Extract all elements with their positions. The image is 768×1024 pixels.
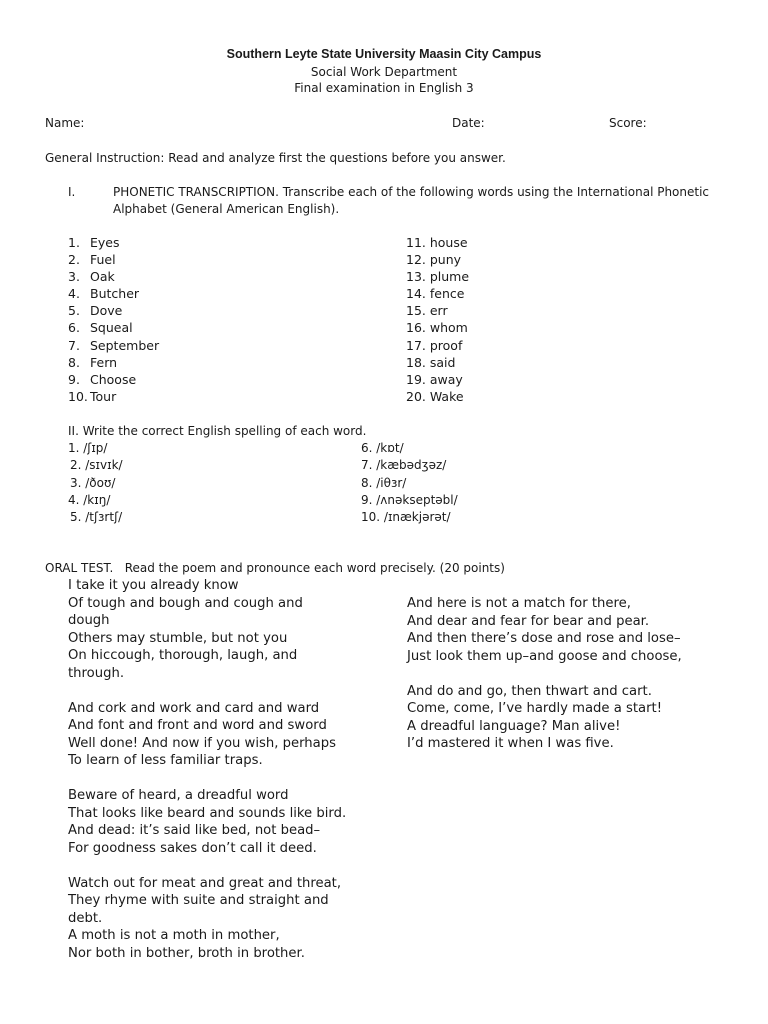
item-word: Squeal — [90, 320, 133, 336]
poem-line: Well done! And now if you wish, perhaps — [68, 735, 336, 751]
list-item: 12. puny — [406, 252, 462, 268]
list-item — [68, 388, 159, 405]
item-number: 5. — [68, 303, 80, 319]
list-item: 3. /ðoʊ/ — [70, 475, 116, 490]
poem-line: And font and front and word and sword — [68, 718, 327, 733]
part2-ipa-list-right — [361, 440, 458, 526]
list-item — [68, 354, 159, 371]
poem-line: dough — [68, 613, 110, 628]
item-number: 10. — [68, 388, 88, 404]
list-item: 19. away — [406, 371, 463, 387]
poem-line: A dreadful language? Man alive! — [407, 718, 621, 734]
list-item: 6. /kɒt/ — [361, 441, 404, 455]
list-item: 1. /ʃɪp/ — [68, 441, 108, 455]
poem-line: And dead: it’s said like bed, not bead– — [68, 823, 321, 838]
poem-line: And here is not a match for there, — [407, 596, 631, 611]
list-item: 16. whom — [406, 320, 468, 336]
stanza-gap — [68, 682, 346, 700]
item-word: September — [90, 337, 160, 353]
part1-word-list-right — [406, 234, 469, 405]
part1-word-list-left — [68, 234, 159, 405]
list-item: 2. /sɪvɪk/ — [70, 458, 123, 473]
poem-line: To learn of less familiar traps. — [68, 753, 263, 768]
part2-instruction: II. Write the correct English spelling of each word. — [68, 424, 367, 438]
poem-line: And then there’s dose and rose and lose– — [407, 631, 681, 646]
list-item: 8. /iθɜr/ — [361, 475, 407, 490]
list-item — [68, 251, 159, 268]
list-item: 4. /kɪŋ/ — [68, 492, 111, 507]
item-number: 3. — [68, 269, 80, 285]
item-word: Butcher — [90, 286, 140, 302]
list-item: 13. plume — [406, 269, 470, 285]
item-number: 2. — [68, 252, 80, 268]
list-item — [68, 319, 159, 336]
list-item: 11. house — [406, 235, 468, 250]
poem-line: And do and go, then thwart and cart. — [407, 683, 652, 699]
item-number: 1. — [68, 235, 80, 250]
list-item: 9. /ʌnəkseptəbl/ — [361, 492, 458, 507]
list-item — [68, 285, 159, 302]
oral-test-instruction: ORAL TEST. Read the poem and pronounce each word precisely. (20 points) — [45, 561, 505, 575]
poem-line: I’d mastered it when I was five. — [407, 736, 614, 751]
list-item — [68, 337, 159, 354]
list-item — [68, 371, 159, 388]
item-number: 4. — [68, 286, 80, 302]
item-word: Fuel — [90, 252, 116, 268]
exam-title: Final examination in English 3 — [294, 81, 474, 95]
poem-left-column — [68, 577, 346, 962]
name-label: Name: — [45, 116, 85, 130]
item-word: Dove — [90, 303, 123, 319]
poem-line: Others may stumble, but not you — [68, 630, 288, 646]
part1-instruction-line1: PHONETIC TRANSCRIPTION. Transcribe each of the following words using the International Phonetic — [113, 185, 710, 199]
poem-line: For goodness sakes don’t call it deed. — [68, 840, 317, 856]
poem-line: Come, come, I’ve hardly made a start! — [407, 701, 663, 716]
poem-line: That looks like beard and sounds like bird. — [68, 805, 347, 821]
list-item: 5. /tʃɜrtʃ/ — [70, 510, 123, 525]
poem-line: They rhyme with suite and straight and — [68, 893, 329, 908]
poem-line: On hiccough, thorough, laugh, and — [68, 648, 298, 663]
poem-line: through. — [68, 665, 125, 681]
list-item — [68, 234, 159, 251]
item-word: Eyes — [90, 235, 120, 250]
stanza-gap — [407, 665, 682, 683]
list-item — [68, 268, 159, 285]
poem-line: debt. — [68, 910, 103, 926]
part1-numeral: I. — [68, 185, 76, 199]
list-item: 18. said — [406, 354, 456, 370]
list-item: 17. proof — [406, 337, 463, 353]
item-number: 6. — [68, 320, 80, 336]
general-instruction: General Instruction: Read and analyze first the questions before you answer. — [45, 151, 506, 165]
item-number: 8. — [68, 354, 80, 370]
poem-line: I take it you already know — [68, 578, 239, 593]
poem-line: Of tough and bough and cough and — [68, 595, 303, 611]
poem-line: Nor both in bother, broth in brother. — [68, 945, 305, 961]
list-item: 10. /ɪnækjərət/ — [361, 510, 451, 525]
department-title: Social Work Department — [310, 65, 458, 79]
part1-instruction-line2: Alphabet (General American English). — [113, 202, 340, 216]
list-item: 14. fence — [406, 286, 465, 302]
poem-line: Watch out for meat and great and threat, — [68, 875, 342, 891]
poem-line: And cork and work and card and ward — [68, 700, 320, 716]
item-number: 7. — [68, 337, 80, 353]
item-word: Fern — [90, 354, 118, 370]
date-label: Date: — [452, 116, 485, 130]
score-label: Score: — [609, 116, 647, 130]
poem-line: Just look them up–and goose and choose, — [407, 648, 682, 664]
item-word: Choose — [90, 371, 137, 387]
poem-line: A moth is not a moth in mother, — [68, 928, 280, 943]
stanza-gap — [68, 857, 346, 875]
item-word: Oak — [90, 269, 115, 285]
list-item: 20. Wake — [406, 388, 464, 404]
item-word: Tour — [90, 388, 117, 404]
list-item: 15. err — [406, 303, 448, 319]
part2-ipa-list-left — [68, 440, 123, 526]
list-item: 7. /kæbədʒəz/ — [361, 458, 447, 473]
university-title: Southern Leyte State University Maasin City Campus — [226, 47, 542, 61]
item-number: 9. — [68, 371, 80, 387]
stanza-gap — [68, 770, 346, 788]
poem-line: And dear and fear for bear and pear. — [407, 613, 650, 629]
poem-line: Beware of heard, a dreadful word — [68, 788, 289, 803]
list-item — [68, 302, 159, 319]
poem-right-column — [407, 595, 682, 753]
